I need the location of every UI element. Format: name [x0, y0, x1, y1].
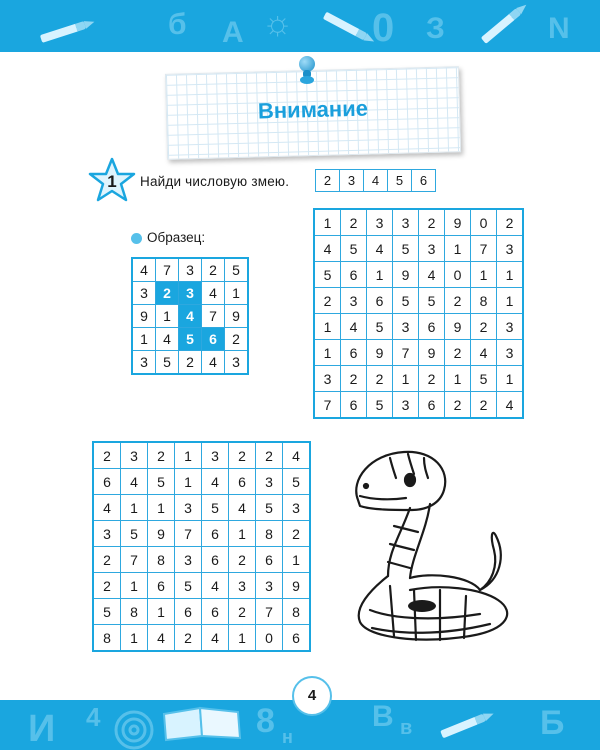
grid-cell[interactable]: 2: [419, 366, 445, 392]
grid-cell[interactable]: 0: [445, 262, 471, 288]
letter-decoration-icon: Б: [540, 704, 565, 742]
grid-cell[interactable]: 1: [497, 288, 524, 314]
grid-cell[interactable]: 2: [175, 625, 202, 652]
pattern-digit: 5: [388, 170, 412, 191]
grid-cell[interactable]: 2: [497, 209, 524, 236]
grid-row: [93, 625, 310, 652]
open-book-icon: [162, 706, 242, 742]
target-rings-icon: [112, 708, 156, 750]
grid-cell[interactable]: 4: [419, 262, 445, 288]
page-number: 4: [292, 676, 332, 716]
grid-cell[interactable]: 1: [121, 573, 148, 599]
grid-cell[interactable]: 6: [202, 521, 229, 547]
grid-cell[interactable]: 1: [445, 366, 471, 392]
grid-cell[interactable]: 3: [341, 288, 367, 314]
letter-decoration-icon: N: [548, 12, 570, 45]
grid-cell-highlighted[interactable]: 2: [156, 282, 179, 305]
grid-cell[interactable]: 6: [148, 573, 175, 599]
grid-cell[interactable]: 5: [121, 521, 148, 547]
grid-cell[interactable]: 3: [132, 351, 156, 375]
grid-row: [132, 351, 248, 375]
grid-row: [132, 305, 248, 328]
grid-cell[interactable]: 6: [341, 340, 367, 366]
pattern-digit: 4: [364, 170, 388, 191]
grid-cell[interactable]: 2: [445, 288, 471, 314]
grid-cell[interactable]: 8: [121, 599, 148, 625]
grid-cell[interactable]: 1: [148, 599, 175, 625]
grid-cell[interactable]: 1: [393, 366, 419, 392]
grid-cell[interactable]: 3: [367, 209, 393, 236]
grid-cell[interactable]: 3: [256, 469, 283, 495]
pattern-digit: 6: [419, 173, 428, 188]
grid-cell[interactable]: 1: [314, 314, 341, 340]
grid-cell[interactable]: 4: [148, 625, 175, 652]
letter-decoration-icon: н: [282, 727, 293, 747]
brush-icon: [481, 8, 521, 44]
grid-cell[interactable]: 7: [256, 599, 283, 625]
grid-cell[interactable]: 2: [283, 521, 311, 547]
grid-cell[interactable]: 3: [393, 392, 419, 419]
grid-cell[interactable]: 6: [175, 599, 202, 625]
grid-cell[interactable]: 3: [497, 340, 524, 366]
grid-cell[interactable]: 3: [256, 573, 283, 599]
grid-cell[interactable]: 4: [367, 236, 393, 262]
grid-cell[interactable]: 5: [393, 236, 419, 262]
grid-cell[interactable]: 7: [156, 258, 179, 282]
grid-cell[interactable]: 3: [121, 442, 148, 469]
grid-cell[interactable]: 3: [393, 314, 419, 340]
grid-cell[interactable]: 6: [341, 262, 367, 288]
grid-cell[interactable]: 2: [229, 442, 256, 469]
grid-cell[interactable]: 3: [497, 314, 524, 340]
grid-cell[interactable]: 1: [229, 521, 256, 547]
grid-cell[interactable]: 2: [445, 340, 471, 366]
grid-cell[interactable]: 9: [445, 209, 471, 236]
grid-cell[interactable]: 1: [445, 236, 471, 262]
grid-cell[interactable]: 3: [93, 521, 121, 547]
grid-cell[interactable]: 3: [393, 209, 419, 236]
grid-cell[interactable]: 6: [419, 392, 445, 419]
grid-row: [314, 262, 523, 288]
grid-cell[interactable]: 2: [471, 392, 497, 419]
grid-cell[interactable]: 4: [156, 328, 179, 351]
sun-icon: ☼: [262, 4, 294, 42]
grid-cell[interactable]: 1: [497, 366, 524, 392]
grid-cell[interactable]: 2: [445, 392, 471, 419]
grid-cell[interactable]: 6: [202, 547, 229, 573]
grid-cell[interactable]: 7: [393, 340, 419, 366]
grid-cell[interactable]: 1: [225, 282, 249, 305]
grid-cell[interactable]: 9: [225, 305, 249, 328]
grid-row: [93, 495, 310, 521]
grid-cell[interactable]: 9: [367, 340, 393, 366]
letter-decoration-icon: в: [400, 717, 413, 739]
snake-illustration-icon: [330, 440, 530, 660]
grid-cell[interactable]: 1: [367, 262, 393, 288]
grid-cell[interactable]: 3: [229, 573, 256, 599]
push-pin-icon: [298, 56, 316, 86]
grid-cell[interactable]: 2: [341, 366, 367, 392]
grid-cell[interactable]: 1: [148, 495, 175, 521]
sample-label: Образец:: [147, 230, 206, 245]
grid-cell[interactable]: 1: [497, 262, 524, 288]
grid-cell[interactable]: 3: [283, 495, 311, 521]
pattern-digit: 2: [316, 170, 340, 191]
grid-row: [93, 469, 310, 495]
grid-cell[interactable]: 5: [156, 351, 179, 375]
grid-cell[interactable]: 2: [367, 366, 393, 392]
grid-cell[interactable]: 6: [229, 469, 256, 495]
digit-decoration-icon: 4: [86, 702, 101, 732]
header-band: [0, 0, 600, 52]
letter-decoration-icon: З: [426, 12, 445, 45]
grid-cell[interactable]: 2: [419, 209, 445, 236]
grid-cell[interactable]: 1: [121, 495, 148, 521]
grid-row: [314, 288, 523, 314]
grid-cell[interactable]: 8: [283, 599, 311, 625]
grid-cell[interactable]: 5: [367, 314, 393, 340]
grid-cell[interactable]: 4: [471, 340, 497, 366]
grid-row: [132, 328, 248, 351]
grid-cell[interactable]: 2: [93, 573, 121, 599]
grid-cell[interactable]: 3: [132, 282, 156, 305]
grid-cell[interactable]: 2: [225, 328, 249, 351]
grid-row: [132, 258, 248, 282]
grid-cell[interactable]: 5: [202, 495, 229, 521]
grid-cell[interactable]: 5: [393, 288, 419, 314]
grid-cell[interactable]: 7: [121, 547, 148, 573]
grid-row: [93, 573, 310, 599]
grid-cell[interactable]: 9: [445, 314, 471, 340]
grid-row: [93, 599, 310, 625]
grid-cell[interactable]: 6: [283, 625, 311, 652]
grid-cell[interactable]: 2: [93, 547, 121, 573]
grid-cell[interactable]: 0: [471, 209, 497, 236]
grid-cell[interactable]: 2: [229, 599, 256, 625]
grid-cell[interactable]: 2: [256, 442, 283, 469]
grid-cell[interactable]: 5: [225, 258, 249, 282]
grid-cell[interactable]: 6: [256, 547, 283, 573]
grid-cell[interactable]: 5: [256, 495, 283, 521]
grid-cell[interactable]: 4: [314, 236, 341, 262]
grid-row: [314, 340, 523, 366]
grid-row: [93, 547, 310, 573]
grid-cell[interactable]: 7: [314, 392, 341, 419]
letter-decoration-icon: A: [222, 16, 244, 49]
pattern-digit: 3: [340, 170, 364, 191]
grid-cell[interactable]: 4: [132, 258, 156, 282]
grid-cell[interactable]: 7: [202, 305, 225, 328]
grid-cell[interactable]: 6: [367, 288, 393, 314]
grid-cell[interactable]: 3: [225, 351, 249, 375]
grid-cell[interactable]: 3: [419, 236, 445, 262]
letter-decoration-icon: И: [28, 708, 56, 750]
bullet-dot-icon: [131, 233, 142, 244]
grid-cell[interactable]: 1: [175, 469, 202, 495]
grid-cell-highlighted[interactable]: 3: [179, 282, 202, 305]
grid-cell[interactable]: 9: [283, 573, 311, 599]
digit-decoration-icon: 0: [372, 6, 395, 50]
grid-cell[interactable]: 6: [419, 314, 445, 340]
number-snake-pattern: [315, 169, 436, 192]
digit-decoration-icon: 8: [256, 702, 275, 740]
grid-cell[interactable]: 8: [93, 625, 121, 652]
grid-cell[interactable]: 6: [202, 599, 229, 625]
pencil-icon: [40, 21, 86, 43]
grid-cell[interactable]: 2: [229, 547, 256, 573]
grid-cell[interactable]: 2: [148, 442, 175, 469]
grid-row: [314, 236, 523, 262]
grid-cell[interactable]: 1: [471, 262, 497, 288]
grid-cell[interactable]: 1: [156, 305, 179, 328]
grid-cell[interactable]: 5: [175, 573, 202, 599]
grid-cell[interactable]: 2: [341, 209, 367, 236]
grid-cell[interactable]: 1: [132, 328, 156, 351]
grid-cell-highlighted[interactable]: 6: [202, 328, 225, 351]
grid-cell[interactable]: 8: [256, 521, 283, 547]
page-title: Внимание: [257, 95, 369, 124]
grid-cell[interactable]: 2: [471, 314, 497, 340]
grid-cell[interactable]: 1: [314, 340, 341, 366]
letter-decoration-icon: б: [168, 8, 187, 41]
grid-cell[interactable]: 4: [497, 392, 524, 419]
grid-cell[interactable]: 4: [341, 314, 367, 340]
grid-cell[interactable]: 5: [283, 469, 311, 495]
grid-cell[interactable]: 8: [471, 288, 497, 314]
grid-cell[interactable]: 1: [121, 625, 148, 652]
grid-cell[interactable]: 4: [229, 495, 256, 521]
exercise-number: 1: [107, 172, 117, 191]
grid-cell[interactable]: 1: [175, 442, 202, 469]
grid-cell[interactable]: 5: [341, 236, 367, 262]
grid-cell[interactable]: 1: [283, 547, 311, 573]
grid-row: [93, 442, 310, 469]
letter-decoration-icon: В: [372, 700, 394, 733]
pencil-icon: [440, 714, 486, 739]
grid-cell[interactable]: 3: [314, 366, 341, 392]
grid-cell[interactable]: 4: [202, 469, 229, 495]
grid-cell[interactable]: 7: [471, 236, 497, 262]
grid-cell[interactable]: 1: [314, 209, 341, 236]
grid-cell[interactable]: 4: [121, 469, 148, 495]
grid-cell[interactable]: 5: [367, 392, 393, 419]
grid-cell[interactable]: 5: [314, 262, 341, 288]
grid-cell[interactable]: 5: [419, 288, 445, 314]
number-grid-lower: [92, 441, 311, 652]
grid-cell[interactable]: 5: [148, 469, 175, 495]
grid-cell[interactable]: 8: [148, 547, 175, 573]
pencil-icon: [323, 12, 367, 41]
grid-cell[interactable]: 0: [256, 625, 283, 652]
exercise-instruction: Найди числовую змею.: [140, 174, 290, 189]
grid-row: [314, 366, 523, 392]
grid-cell[interactable]: 3: [179, 258, 202, 282]
grid-cell[interactable]: 2: [179, 351, 202, 375]
grid-cell[interactable]: 4: [93, 495, 121, 521]
grid-row: [132, 282, 248, 305]
grid-cell[interactable]: 4: [283, 442, 311, 469]
grid-cell-highlighted[interactable]: 5: [179, 328, 202, 351]
grid-cell[interactable]: 4: [202, 351, 225, 375]
grid-cell[interactable]: 5: [471, 366, 497, 392]
grid-cell-highlighted[interactable]: 4: [179, 305, 202, 328]
sample-grid: [131, 257, 249, 375]
grid-cell[interactable]: 5: [93, 599, 121, 625]
number-grid-upper: [313, 208, 524, 419]
grid-cell[interactable]: 2: [202, 258, 225, 282]
grid-row: [314, 314, 523, 340]
grid-cell[interactable]: 4: [202, 625, 229, 652]
grid-cell[interactable]: 9: [148, 521, 175, 547]
grid-cell[interactable]: 9: [393, 262, 419, 288]
grid-row: [314, 392, 523, 419]
grid-cell[interactable]: 4: [202, 282, 225, 305]
grid-cell[interactable]: 1: [229, 625, 256, 652]
grid-cell[interactable]: 4: [202, 573, 229, 599]
grid-row: [314, 209, 523, 236]
grid-cell[interactable]: 9: [132, 305, 156, 328]
grid-cell[interactable]: 9: [419, 340, 445, 366]
grid-cell[interactable]: 3: [175, 547, 202, 573]
grid-cell[interactable]: 7: [175, 521, 202, 547]
grid-cell[interactable]: 6: [341, 392, 367, 419]
grid-cell[interactable]: 6: [93, 469, 121, 495]
grid-cell[interactable]: 2: [93, 442, 121, 469]
grid-cell[interactable]: 2: [314, 288, 341, 314]
grid-cell[interactable]: 3: [175, 495, 202, 521]
grid-cell[interactable]: 3: [202, 442, 229, 469]
grid-cell[interactable]: 3: [497, 236, 524, 262]
grid-row: [93, 521, 310, 547]
